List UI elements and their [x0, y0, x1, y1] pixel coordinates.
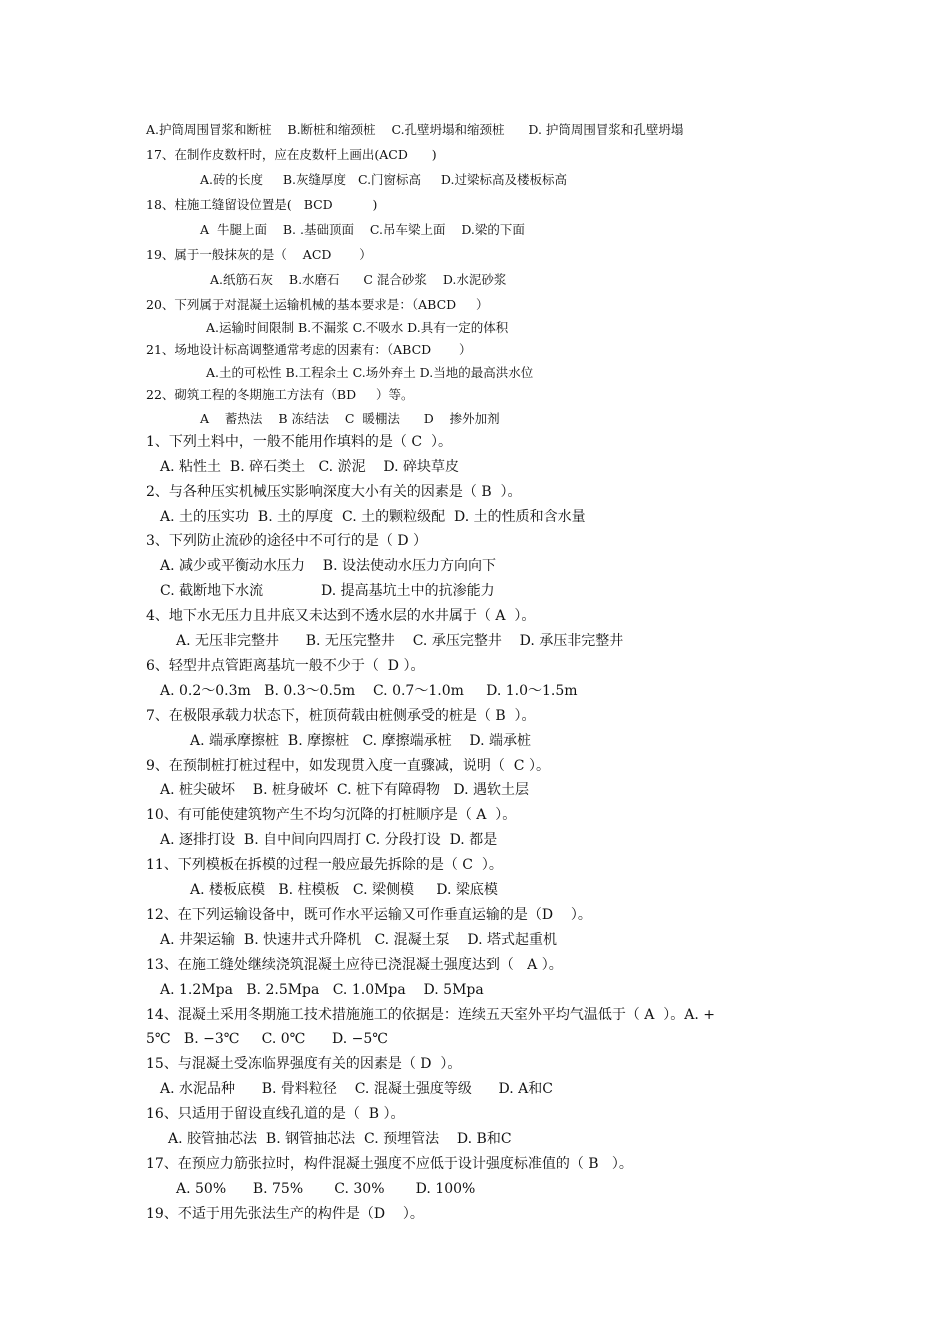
question-22: 22、砌筑工程的冬期施工方法有（BD ）等。 — [146, 387, 414, 402]
question-11: 11、下列模板在拆模的过程一般应最先拆除的是（ C ）。 — [146, 857, 503, 873]
question-20: 20、下列属于对混凝土运输机械的基本要求是：（ABCD ） — [146, 297, 489, 312]
q19a-options: A.纸筋石灰 B.水磨石 C 混合砂浆 D.水泥砂浆 — [210, 272, 507, 287]
question-17: 17、在预应力筋张拉时，构件混凝土强度不应低于设计强度标准值的（ B ）。 — [146, 1156, 633, 1172]
question-10: 10、有可能使建筑物产生不均匀沉降的打桩顺序是（ A ）。 — [146, 807, 517, 823]
q10-options: A. 逐排打设 B. 自中间向四周打 C. 分段打设 D. 都是 — [160, 832, 498, 848]
question-19: 19、不适于用先张法生产的构件是（D ）。 — [146, 1206, 424, 1222]
question-7: 7、在极限承载力状态下，桩顶荷载由桩侧承受的桩是（ B ）。 — [146, 708, 536, 724]
question-3: 3、下列防止流砂的途径中不可行的是（ D ） — [146, 533, 428, 549]
question-9: 9、在预制桩打桩过程中，如发现贯入度一直骤减，说明（ C ）。 — [146, 758, 550, 774]
question-6: 6、轻型井点管距离基坑一般不少于（ D ）。 — [146, 658, 425, 674]
question-14: 14、混凝土采用冬期施工技术措施施工的依据是：连续五天室外平均气温低于（ A ）。A. + — [146, 1007, 716, 1023]
q3-options-ab: A. 减少或平衡动水压力 B. 设法使动水压力方向向下 — [160, 558, 496, 574]
question-16: 16、只适用于留设直线孔道的是（ B ）。 — [146, 1106, 405, 1122]
q12-options: A. 井架运输 B. 快速井式升降机 C. 混凝土泵 D. 塔式起重机 — [160, 932, 557, 948]
question-12: 12、在下列运输设备中，既可作水平运输又可作垂直运输的是（D ）。 — [146, 907, 592, 923]
question-13: 13、在施工缝处继续浇筑混凝土应待已浇混凝土强度达到（ A ）。 — [146, 957, 563, 973]
q2-options: A. 土的压实功 B. 土的厚度 C. 土的颗粒级配 D. 土的性质和含水量 — [160, 509, 586, 525]
q13-options: A. 1.2Mpa B. 2.5Mpa C. 1.0Mpa D. 5Mpa — [160, 982, 484, 998]
question-21: 21、场地设计标高调整通常考虑的因素有：（ABCD ） — [146, 342, 472, 357]
question-17a: 17、在制作皮数杆时，应在皮数杆上画出(ACD ) — [146, 147, 437, 162]
q4-options: A. 无压非完整井 B. 无压完整井 C. 承压完整井 D. 承压非完整井 — [176, 633, 624, 649]
question-19a: 19、属于一般抹灰的是（ ACD ） — [146, 247, 372, 262]
q14-options: 5℃ B. −3℃ C. 0℃ D. −5℃ — [146, 1031, 388, 1047]
question-18a: 18、柱施工缝留设位置是( BCD ) — [146, 197, 378, 212]
q17-options: A. 50% B. 75% C. 30% D. 100% — [176, 1181, 476, 1197]
q16-options-b: A. 胶管抽芯法 B. 钢管抽芯法 C. 预埋管法 D. B和C — [168, 1131, 512, 1147]
question-15: 15、与混凝土受冻临界强度有关的因素是（ D ）。 — [146, 1056, 462, 1072]
question-1: 1、下列土料中，一般不能用作填料的是（ C ）。 — [146, 434, 452, 450]
q9-options: A. 桩尖破坏 B. 桩身破坏 C. 桩下有障碍物 D. 遇软土层 — [160, 782, 529, 798]
q7-options: A. 端承摩擦桩 B. 摩擦桩 C. 摩擦端承桩 D. 端承桩 — [190, 733, 531, 749]
q3-options-cd: C. 截断地下水流 D. 提高基坑土中的抗渗能力 — [160, 583, 495, 599]
q20-options: A.运输时间限制 B.不漏浆 C.不吸水 D.具有一定的体积 — [206, 320, 509, 335]
q17a-options: A.砖的长度 B.灰缝厚度 C.门窗标高 D.过梁标高及楼板标高 — [200, 172, 567, 187]
q18a-options: A 牛腿上面 B. .基础顶面 C.吊车梁上面 D.梁的下面 — [200, 222, 525, 237]
q11-options: A. 楼板底模 B. 柱模板 C. 梁侧模 D. 梁底模 — [190, 882, 498, 898]
q16-options: A.护筒周围冒浆和断桩 B.断桩和缩颈桩 C.孔壁坍塌和缩颈桩 D. 护筒周围冒浆和孔壁坍塌 — [146, 122, 684, 137]
q6-options: A. 0.2～0.3m B. 0.3～0.5m C. 0.7～1.0m D. 1.0～1.5m — [160, 683, 578, 699]
q21-options: A.土的可松性 B.工程余土 C.场外弃土 D.当地的最高洪水位 — [206, 365, 534, 380]
question-4: 4、地下水无压力且井底又未达到不透水层的水井属于（ A ）。 — [146, 608, 536, 624]
q22-options: A 蓄热法 B 冻结法 C 暖棚法 D 掺外加剂 — [200, 411, 500, 426]
question-2: 2、与各种压实机械压实影响深度大小有关的因素是（ B ）。 — [146, 484, 522, 500]
q1-options: A. 粘性土 B. 碎石类土 C. 淤泥 D. 碎块草皮 — [160, 459, 459, 475]
q15-options: A. 水泥品种 B. 骨料粒径 C. 混凝土强度等级 D. A和C — [160, 1081, 553, 1097]
